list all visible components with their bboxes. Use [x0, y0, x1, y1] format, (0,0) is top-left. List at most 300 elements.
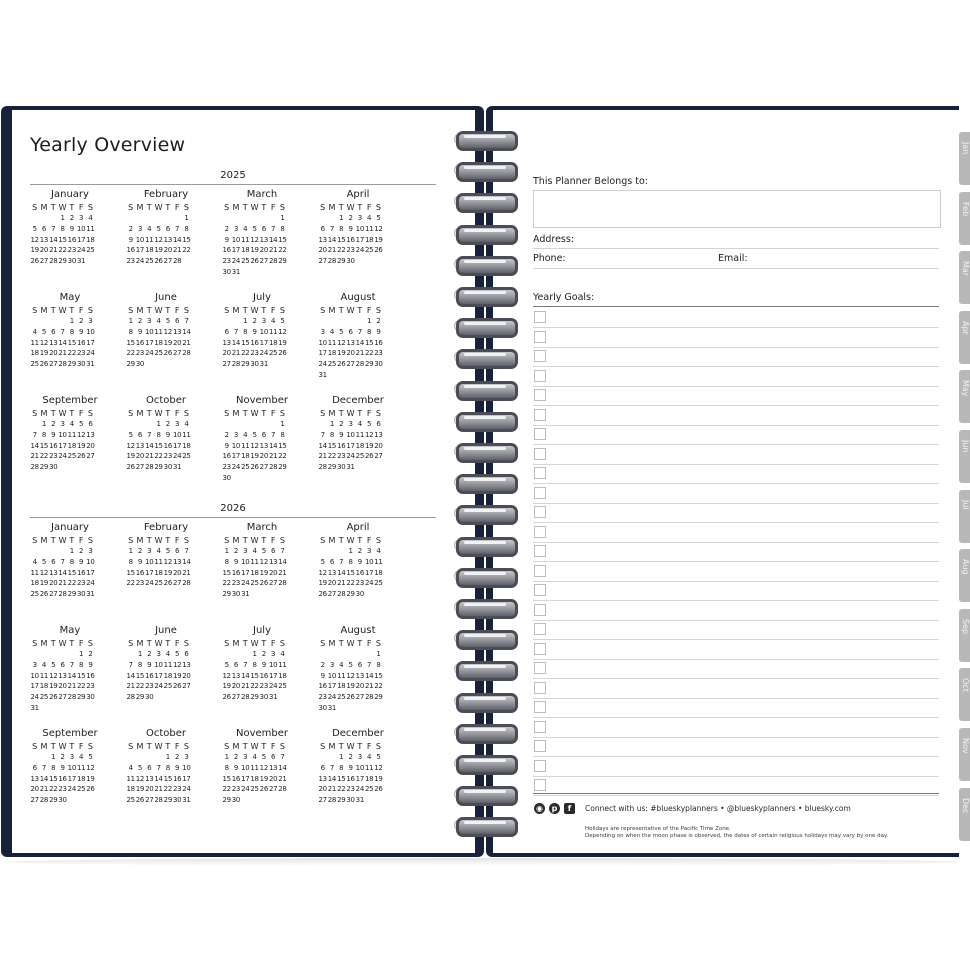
day-number: 14 [126, 671, 135, 680]
day-number [374, 589, 383, 600]
goal-checkbox[interactable] [534, 331, 546, 343]
day-number [67, 795, 76, 806]
month-name: February [143, 189, 189, 200]
weekday-header [318, 638, 398, 649]
week-row [30, 763, 110, 774]
day-number: 29 [135, 693, 145, 702]
week-row [126, 763, 206, 774]
day-number: 13 [182, 660, 191, 669]
ring-shine [464, 166, 506, 169]
day-number: 2 [88, 650, 93, 658]
ring-loop [456, 193, 518, 213]
weekday-letter: S [224, 639, 230, 648]
weekday-letter: S [183, 639, 189, 648]
day-number: 7 [51, 224, 56, 233]
week-row [318, 419, 398, 430]
day-number: 26 [259, 579, 268, 588]
day-number: 13 [58, 671, 67, 680]
goal-checkbox[interactable] [534, 779, 546, 791]
goal-checkbox[interactable] [534, 389, 546, 401]
day-number: 8 [60, 224, 65, 233]
day-number: 16 [49, 441, 58, 450]
spiral-ring [450, 255, 518, 272]
day-number: 26 [163, 579, 172, 588]
day-number: 12 [318, 568, 327, 577]
day-number: 26 [135, 796, 145, 805]
day-number [241, 795, 250, 806]
day-number: 24 [135, 257, 145, 266]
day-number: 19 [135, 785, 145, 794]
day-number: 4 [184, 420, 189, 428]
day-number: 28 [172, 257, 182, 266]
planner-info-page [493, 110, 959, 853]
day-number [241, 213, 250, 224]
goal-row [533, 328, 939, 348]
day-number [231, 316, 240, 327]
pinterest-icon[interactable]: p [549, 803, 560, 814]
day-number [364, 462, 373, 473]
day-number: 16 [58, 774, 67, 783]
address-line [533, 248, 939, 249]
goal-checkbox[interactable] [534, 584, 546, 596]
day-number [364, 795, 373, 806]
day-number: 7 [41, 763, 47, 772]
day-number: 15 [337, 774, 346, 783]
weekday-letter: T [50, 306, 56, 315]
day-number: 30 [231, 590, 241, 599]
goal-checkbox[interactable] [534, 487, 546, 499]
week-row [318, 451, 398, 462]
day-number: 21 [337, 579, 346, 588]
ring-loop [456, 474, 518, 494]
weekday-letter: W [346, 203, 355, 212]
day-number: 4 [88, 214, 93, 222]
goal-row [533, 484, 939, 504]
weekday-letter: S [128, 203, 134, 212]
day-number: 17 [318, 349, 327, 358]
day-number: 1 [224, 547, 229, 555]
day-number [222, 419, 231, 430]
day-number: 14 [327, 235, 337, 244]
weekday-header [318, 535, 398, 546]
goal-checkbox[interactable] [534, 760, 546, 772]
day-number: 23 [374, 349, 383, 358]
week-row [222, 649, 302, 660]
tab-dec[interactable] [959, 788, 970, 841]
tab-oct[interactable] [959, 668, 970, 721]
day-number: 29 [337, 257, 346, 266]
tab-nov[interactable] [959, 728, 970, 781]
day-number: 22 [76, 682, 86, 691]
day-number: 2 [357, 547, 362, 555]
day-number: 14 [182, 327, 191, 336]
goal-checkbox[interactable] [534, 623, 546, 635]
day-number: 12 [163, 557, 172, 566]
goal-checkbox[interactable] [534, 409, 546, 421]
day-number [154, 692, 163, 703]
tab-apr[interactable] [959, 311, 970, 364]
day-number: 13 [268, 557, 278, 566]
month-january [30, 522, 110, 600]
tab-jun[interactable] [959, 430, 970, 483]
day-number: 13 [172, 327, 182, 336]
goal-checkbox[interactable] [534, 740, 546, 752]
tab-may[interactable] [959, 370, 970, 423]
day-number: 28 [67, 693, 76, 702]
day-number: 19 [374, 774, 383, 783]
tab-sep[interactable] [959, 609, 970, 662]
goal-checkbox[interactable] [534, 350, 546, 362]
day-number: 4 [79, 753, 84, 761]
instagram-icon[interactable]: ◉ [534, 803, 545, 814]
spiral-ring [450, 692, 518, 709]
weekday-letter: T [69, 203, 75, 212]
day-number: 2 [137, 317, 143, 325]
day-number: 17 [231, 246, 241, 255]
owner-name-field[interactable] [533, 190, 941, 228]
month-name: April [346, 189, 370, 200]
goal-checkbox[interactable] [534, 662, 546, 674]
weekday-letter: W [250, 203, 259, 212]
ring-loop [456, 786, 518, 806]
ring-shine [464, 229, 506, 232]
month-name: April [346, 522, 370, 533]
day-number: 3 [156, 650, 161, 658]
day-number [250, 795, 259, 806]
weekday-letter: M [232, 409, 240, 418]
day-number: 20 [222, 349, 231, 358]
week-row [222, 473, 302, 484]
goal-checkbox[interactable] [534, 682, 546, 694]
goal-checkbox[interactable] [534, 701, 546, 713]
day-number: 27 [222, 360, 231, 369]
goal-checkbox[interactable] [534, 604, 546, 616]
day-number: 13 [30, 774, 39, 783]
day-number: 18 [374, 568, 383, 577]
day-number: 15 [327, 441, 337, 450]
day-number: 4 [156, 547, 161, 555]
day-number: 4 [252, 547, 257, 555]
weekday-letter: T [165, 742, 171, 751]
day-number: 25 [145, 257, 154, 266]
day-number [364, 370, 373, 381]
day-number [374, 703, 383, 714]
day-number: 6 [175, 317, 180, 325]
day-number: 27 [172, 579, 182, 588]
day-number: 28 [278, 785, 287, 794]
day-number: 14 [231, 338, 241, 347]
weekday-letter: T [242, 639, 248, 648]
goal-checkbox[interactable] [534, 448, 546, 460]
day-number [355, 256, 364, 267]
spiral-ring [450, 442, 518, 459]
day-number: 31 [182, 796, 191, 805]
day-number: 29 [250, 693, 259, 702]
planner-shadow [5, 858, 960, 866]
day-number: 17 [145, 568, 154, 577]
day-number: 15 [163, 774, 172, 783]
week-row [126, 795, 206, 806]
day-number: 22 [278, 246, 287, 255]
day-number: 19 [86, 774, 95, 783]
weekday-letter: W [250, 409, 259, 418]
day-number: 5 [88, 753, 93, 761]
day-number: 5 [137, 763, 143, 772]
day-number: 15 [241, 338, 250, 347]
weekday-letter: W [346, 409, 355, 418]
day-number: 25 [86, 246, 95, 255]
weekday-letter: T [69, 536, 75, 545]
week-row [318, 703, 398, 714]
ring-loop [456, 630, 518, 650]
day-number: 27 [145, 796, 154, 805]
day-number [222, 316, 231, 327]
day-number: 2 [69, 214, 74, 222]
day-number: 21 [145, 452, 154, 461]
day-number: 26 [278, 349, 287, 358]
ring-shine [464, 416, 506, 419]
day-number: 25 [76, 785, 86, 794]
day-number: 28 [58, 360, 67, 369]
week-row [126, 359, 206, 370]
goal-checkbox[interactable] [534, 428, 546, 440]
day-number: 23 [163, 452, 172, 461]
day-number [231, 419, 240, 430]
goal-checkbox[interactable] [534, 311, 546, 323]
day-number: 15 [39, 441, 49, 450]
day-number: 6 [329, 557, 335, 566]
weekday-letter: M [328, 639, 336, 648]
ring-shine [464, 509, 506, 512]
tab-jul[interactable] [959, 490, 970, 543]
weekday-letter: W [154, 536, 163, 545]
weekday-letter: S [183, 306, 189, 315]
week-row [126, 546, 206, 557]
weekday-letter: F [270, 639, 276, 648]
day-number: 19 [49, 682, 58, 691]
weekday-letter: M [40, 409, 48, 418]
weekday-letter: W [346, 306, 355, 315]
tab-label: Mar [961, 261, 970, 277]
day-number: 29 [154, 463, 163, 472]
day-number: 15 [250, 671, 259, 680]
day-number: 8 [339, 224, 344, 233]
day-number: 3 [175, 420, 180, 428]
weekday-header [222, 741, 302, 752]
week-row [30, 224, 110, 235]
day-number: 9 [224, 235, 229, 244]
day-number: 28 [364, 693, 374, 702]
day-number: 22 [250, 682, 259, 691]
day-number: 17 [172, 441, 182, 450]
day-number: 21 [278, 774, 287, 783]
day-number: 25 [39, 693, 49, 702]
goal-checkbox[interactable] [534, 565, 546, 577]
weekday-letter: T [357, 536, 363, 545]
week-row [222, 348, 302, 359]
tab-feb[interactable] [959, 192, 970, 245]
day-number: 10 [268, 660, 278, 669]
day-number: 18 [30, 579, 39, 588]
day-number: 12 [346, 671, 355, 680]
day-number: 1 [224, 753, 229, 761]
weekday-letter: M [232, 742, 240, 751]
day-number: 21 [241, 682, 250, 691]
weekday-letter: S [183, 536, 189, 545]
week-row [30, 213, 110, 224]
day-number: 2 [175, 753, 180, 761]
day-number: 17 [346, 441, 355, 450]
facebook-icon[interactable]: f [564, 803, 575, 814]
day-number: 9 [137, 327, 143, 336]
day-number [172, 213, 181, 224]
day-number [39, 703, 48, 714]
weekday-letter: M [136, 409, 144, 418]
day-number: 10 [231, 235, 241, 244]
ring-shine [464, 665, 506, 668]
day-number [241, 473, 250, 484]
day-number: 13 [355, 671, 364, 680]
weekday-letter: F [78, 742, 84, 751]
weekday-letter: T [242, 306, 248, 315]
weekday-header [30, 305, 110, 316]
goal-row [533, 581, 939, 601]
ring-shine [464, 447, 506, 450]
week-row [222, 784, 302, 795]
weekday-letter: F [174, 203, 180, 212]
month-name: August [340, 625, 376, 636]
day-number: 16 [76, 338, 86, 347]
day-number: 5 [175, 650, 180, 658]
ring-shine [464, 790, 506, 793]
day-number [49, 546, 58, 557]
day-number: 22 [49, 785, 58, 794]
weekday-letter: F [78, 306, 84, 315]
day-number: 5 [376, 753, 381, 761]
day-number: 22 [346, 579, 355, 588]
day-number: 18 [30, 349, 39, 358]
day-number: 17 [145, 338, 154, 347]
tab-mar[interactable] [959, 251, 970, 304]
day-number [268, 213, 277, 224]
day-number: 9 [376, 327, 381, 336]
day-number [76, 462, 85, 473]
tab-jan[interactable] [959, 132, 970, 185]
day-number: 20 [318, 785, 327, 794]
weekday-letter: W [346, 742, 355, 751]
ring-shine [464, 353, 506, 356]
day-number: 10 [145, 557, 154, 566]
goal-checkbox[interactable] [534, 526, 546, 538]
day-number: 10 [86, 557, 95, 566]
goal-checkbox[interactable] [534, 370, 546, 382]
week-row [222, 338, 302, 349]
day-number: 18 [86, 235, 95, 244]
ring-shine [464, 821, 506, 824]
goal-checkbox[interactable] [534, 545, 546, 557]
weekday-letter: S [375, 306, 381, 315]
day-number: 5 [339, 327, 344, 336]
day-number [76, 795, 85, 806]
day-number: 24 [346, 452, 355, 461]
month-name: December [332, 728, 384, 739]
day-number: 20 [163, 246, 172, 255]
day-number: 7 [271, 224, 276, 233]
weekday-letter: T [242, 742, 248, 751]
day-number [222, 213, 231, 224]
month-name: June [155, 625, 177, 636]
ring-loop [456, 412, 518, 432]
week-row [126, 784, 206, 795]
weekday-letter: W [154, 203, 163, 212]
day-number: 12 [374, 224, 383, 233]
weekday-letter: W [250, 306, 259, 315]
day-number: 21 [172, 246, 182, 255]
week-row [30, 795, 110, 806]
day-number: 20 [374, 441, 383, 450]
month-name: November [235, 728, 289, 739]
day-number: 11 [39, 671, 49, 680]
day-number: 4 [243, 430, 248, 439]
goal-checkbox[interactable] [534, 721, 546, 733]
day-number [145, 419, 154, 430]
spiral-ring [450, 192, 518, 209]
day-number [39, 546, 48, 557]
goal-checkbox[interactable] [534, 467, 546, 479]
day-number: 5 [348, 660, 353, 669]
day-number: 26 [30, 257, 39, 266]
day-number: 20 [30, 785, 39, 794]
goals-label: Yearly Goals: [533, 292, 595, 303]
month-october [126, 728, 206, 806]
day-number: 29 [374, 693, 383, 702]
day-number: 1 [128, 317, 133, 325]
day-number: 9 [348, 763, 353, 772]
weekday-letter: T [357, 306, 363, 315]
month-name: January [51, 189, 89, 200]
day-number: 8 [69, 557, 74, 566]
day-number: 26 [346, 693, 355, 702]
day-number: 8 [69, 327, 74, 336]
week-row [126, 649, 206, 660]
weekday-letter: T [261, 742, 267, 751]
goal-checkbox[interactable] [534, 643, 546, 655]
weekday-header [222, 638, 302, 649]
goal-checkbox[interactable] [534, 506, 546, 518]
day-number [355, 649, 364, 660]
week-row [126, 235, 206, 246]
day-number [86, 256, 95, 267]
day-number: 30 [76, 590, 86, 599]
day-number: 3 [233, 430, 239, 439]
tab-aug[interactable] [959, 549, 970, 602]
day-number: 31 [318, 370, 327, 379]
day-number: 14 [154, 774, 163, 783]
day-number: 23 [250, 349, 259, 358]
goal-row [533, 386, 939, 406]
week-row [222, 245, 302, 256]
day-number: 6 [233, 660, 239, 669]
day-number [318, 316, 327, 327]
weekday-letter: W [154, 742, 163, 751]
day-number: 3 [367, 547, 372, 555]
day-number: 20 [346, 349, 355, 358]
day-number: 22 [39, 452, 49, 461]
day-number: 22 [58, 246, 67, 255]
day-number: 6 [357, 660, 362, 669]
day-number: 24 [30, 693, 39, 702]
day-number: 11 [67, 430, 76, 439]
